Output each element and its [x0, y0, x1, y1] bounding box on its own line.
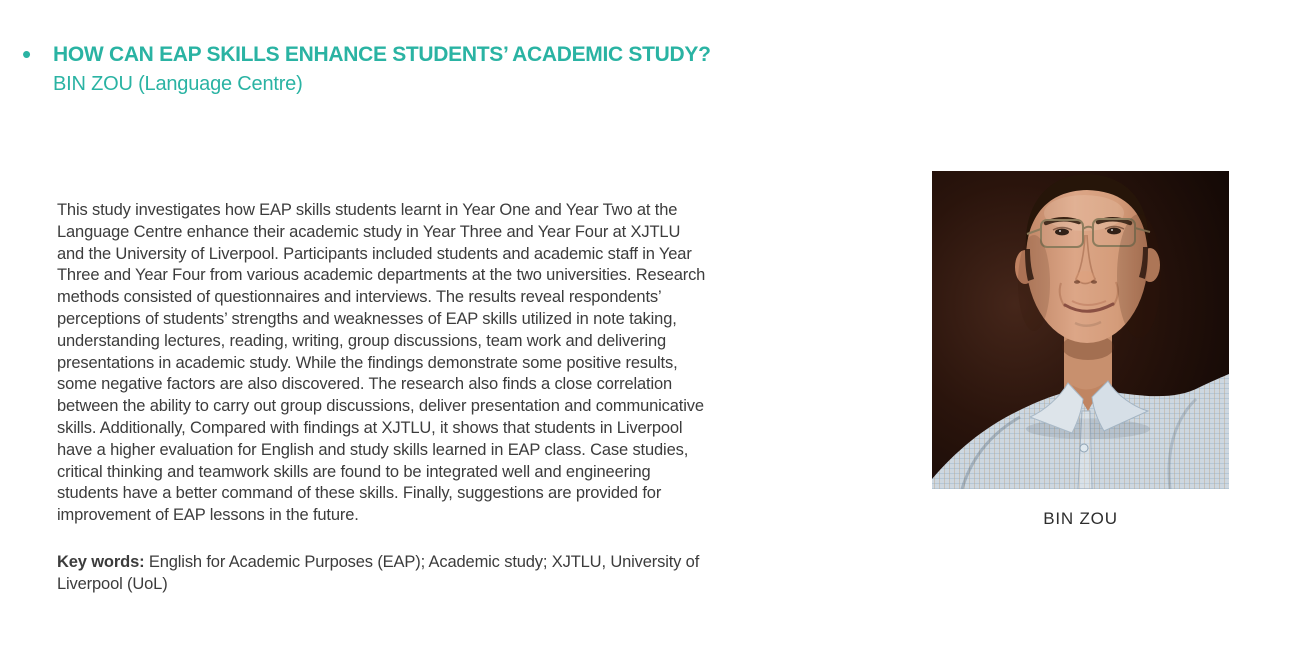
abstract-line: skills. Additionally, Compared with findings at XJTLU, it shows that students in Liverpool [57, 418, 683, 437]
portrait-photo-illustration [932, 171, 1229, 489]
abstract-line: methods consisted of questionnaires and interviews. The results reveal respondents’ [57, 288, 662, 307]
abstract-line: critical thinking and teamwork skills are found to be integrated well and engineering [57, 462, 651, 481]
portrait-photo [932, 171, 1229, 489]
keywords-label: Key words: [57, 553, 145, 571]
abstract-line: perceptions of students’ strengths and weaknesses of EAP skills utilized in note taking, [57, 309, 677, 328]
abstract-line: between the ability to carry out group discussions, deliver presentation and communicative [57, 397, 704, 416]
abstract-line: understanding lectures, reading, writing, group discussions, team work and delivering [57, 331, 667, 350]
page-title: HOW CAN EAP SKILLS ENHANCE STUDENTS’ ACADEMIC STUDY? [53, 43, 711, 66]
abstract-paragraph [57, 200, 705, 527]
keywords-text: English for Academic Purposes (EAP); Academic study; XJTLU, University of Liverpool (UoL) [57, 553, 700, 593]
abstract-line: presentations in academic study. While the findings demonstrate some positive results, [57, 353, 678, 372]
abstract-line: Language Centre enhance their academic study in Year Three and Year Four at XJTLU [57, 222, 681, 241]
abstract-line: This study investigates how EAP skills students learnt in Year One and Year Two at the [57, 201, 678, 219]
author-subtitle: BIN ZOU (Language Centre) [53, 73, 303, 95]
abstract-line: students have a better command of these skills. Finally, suggestions are provided for [57, 484, 662, 503]
keywords-line [57, 551, 757, 595]
title-bullet-icon: • [22, 39, 32, 69]
photo-caption: BIN ZOU [1043, 509, 1118, 528]
abstract-line: and the University of Liverpool. Participants included students and academic staff in Year [57, 244, 692, 263]
abstract-line: some negative factors are also discovered. The research also finds a close correlation [57, 375, 673, 394]
abstract-line: improvement of EAP lessons in the future. [57, 506, 359, 525]
abstract-line: Three and Year Four from various academic departments at the two universities. Research [57, 266, 706, 285]
abstract-line: have a higher evaluation for English and study skills learned in EAP class. Case studies, [57, 440, 689, 459]
